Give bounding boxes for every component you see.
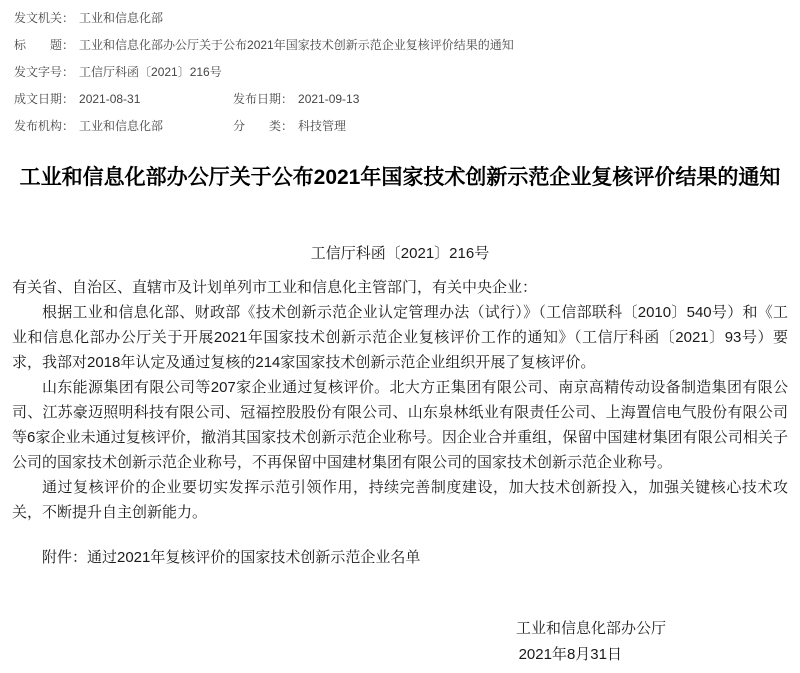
meta-row-org-category (14, 112, 786, 139)
page-title: 工业和信息化部办公厅关于公布2021年国家技术创新示范企业复核评价结果的通知 (19, 166, 781, 189)
meta-label-doc-number: 发文字号： (14, 65, 75, 79)
meta-label-publish-org: 发布机构： (14, 119, 75, 133)
body-paragraph-2: 山东能源集团有限公司等207家企业通过复核评价。北大方正集团有限公司、南京高精传动设备制造集团有限公司、江苏豪迈照明科技有限公司、冠福控股股份有限公司、山东泉林纸业有限责任公司、上海置信电气股份有限公司等6家企业未通过复核评价，撤消其国家技术创新示范企业称号。因企业合并重组，保留中国建材集团有限公司相关子公司的国家技术创新示范企业称号，不再保留中国建材集团有限公司的国家技术创新示范企业称号。 (12, 379, 788, 472)
meta-value-title: 工业和信息化部办公厅关于公布2021年国家技术创新示范企业复核评价结果的通知 (79, 38, 514, 52)
meta-row-dates (14, 85, 786, 112)
meta-value-publish-date: 2021-09-13 (298, 91, 360, 106)
meta-field (14, 63, 222, 80)
meta-field (14, 9, 163, 26)
meta-label-issuing-agency: 发文机关： (14, 11, 75, 25)
document-metadata (0, 0, 800, 139)
meta-field (14, 90, 233, 107)
meta-value-category: 科技管理 (298, 119, 347, 133)
meta-row-issuing-agency (14, 4, 786, 31)
meta-label-category: 分 类： (233, 119, 294, 133)
meta-field (233, 90, 359, 107)
signature-date: 2021年8月31日 (518, 646, 622, 664)
meta-label-publish-date: 发布日期： (233, 92, 294, 106)
signature-signer: 工业和信息化部办公厅 (515, 620, 666, 638)
meta-value-issuing-agency: 工业和信息化部 (79, 11, 164, 25)
meta-field (233, 117, 346, 134)
document-body (12, 275, 788, 668)
salutation-line: 有关省、自治区、直辖市及计划单列市工业和信息化主管部门，有关中央企业： (12, 279, 538, 297)
meta-field (14, 36, 514, 53)
meta-value-written-date: 2021-08-31 (79, 91, 141, 106)
doc-number-line: 工信厅科函〔2021〕216号 (310, 245, 490, 263)
meta-value-doc-number: 工信厅科函〔2021〕216号 (79, 65, 222, 79)
meta-label-written-date: 成文日期： (14, 92, 75, 106)
body-paragraph-3: 通过复核评价的企业要切实发挥示范引领作用，持续完善制度建设，加大技术创新投入，加强关键核心技术攻关，不断提升自主创新能力。 (12, 479, 788, 522)
meta-row-title (14, 31, 786, 58)
meta-label-title: 标 题： (14, 38, 75, 52)
attachment-line: 附件：通过2021年复核评价的国家技术创新示范企业名单 (42, 549, 421, 567)
meta-field (14, 117, 233, 134)
signature-block (12, 616, 788, 668)
meta-value-publish-org: 工业和信息化部 (79, 119, 164, 133)
body-paragraph-1: 根据工业和信息化部、财政部《技术创新示范企业认定管理办法（试行）》（工信部联科〔2010〕540号）和《工业和信息化部办公厅关于开展2021年国家技术创新示范企业复核评价工作的通知》（工信厅科函〔2021〕93号）要求，我部对2018年认定及通过复核的214家国家技术创新示范企业组织开展了复核评价。 (12, 304, 788, 372)
meta-row-doc-number (14, 58, 786, 85)
